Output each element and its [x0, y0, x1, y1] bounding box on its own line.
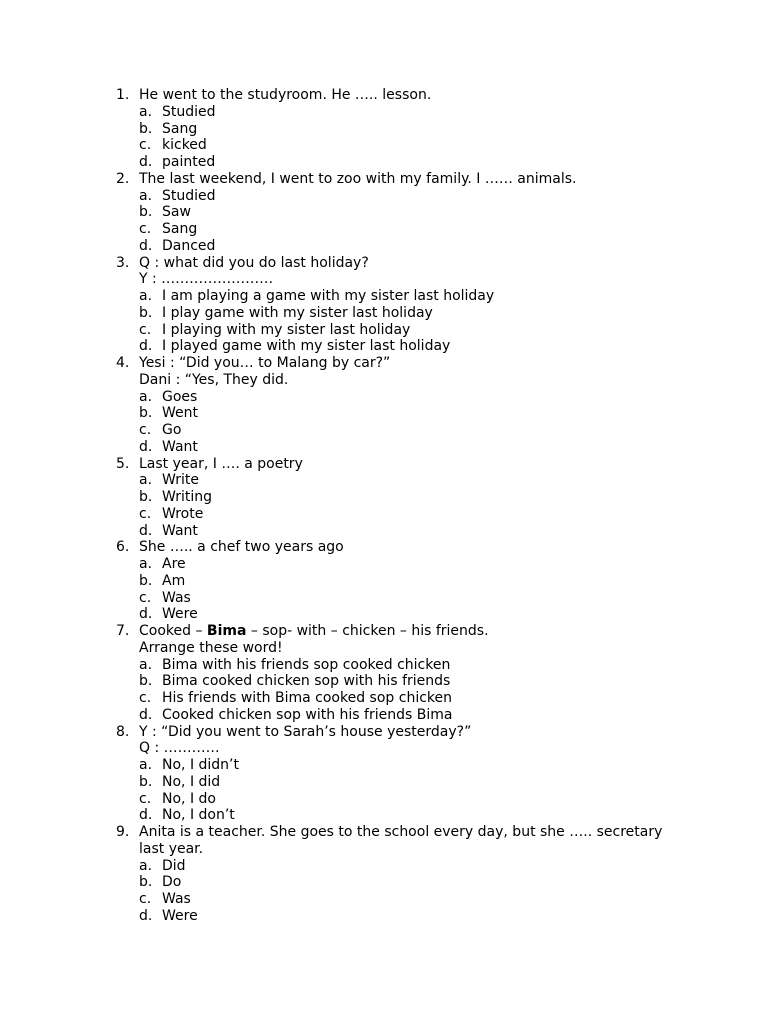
option-c	[0, 506, 768, 523]
option-d	[0, 606, 768, 623]
option-label: b.	[139, 572, 153, 589]
question-text: Y : “Did you went to Sarah’s house yesterday?”	[139, 723, 472, 740]
option-text: Wrote	[162, 505, 204, 522]
option-label: a.	[139, 857, 153, 874]
option-d	[0, 523, 768, 540]
option-d	[0, 807, 768, 824]
option-text: Am	[162, 572, 186, 589]
question-line	[0, 841, 768, 858]
option-text: Were	[162, 907, 198, 924]
option-text: Was	[162, 589, 191, 606]
option-a	[0, 104, 768, 121]
option-label: c.	[139, 137, 152, 154]
option-b	[0, 673, 768, 690]
question-number: 8.	[116, 723, 130, 740]
option-label: a.	[139, 103, 153, 120]
option-label: d.	[139, 907, 153, 924]
question-text	[139, 623, 489, 640]
option-text: Go	[162, 422, 182, 438]
option-a	[0, 556, 768, 573]
question-text: Dani : “Yes, They did.	[139, 371, 289, 388]
option-d	[0, 238, 768, 255]
option-text: kicked	[162, 137, 207, 154]
option-b	[0, 573, 768, 590]
question-text: Q : …………	[139, 740, 220, 757]
question-2	[0, 171, 768, 255]
option-label: d.	[139, 237, 153, 254]
question-line	[0, 724, 768, 741]
option-label: d.	[139, 706, 153, 723]
question-number: 7.	[116, 623, 130, 639]
question-5	[0, 456, 768, 540]
option-text: I play game with my sister last holiday	[162, 304, 433, 321]
question-text: Arrange these word!	[139, 639, 283, 656]
option-label: a.	[139, 472, 153, 489]
question-7	[0, 623, 768, 724]
option-text: Did	[162, 857, 186, 874]
option-text: I playing with my sister last holiday	[162, 321, 411, 338]
question-line	[0, 171, 768, 188]
option-label: b.	[139, 673, 153, 690]
question-8	[0, 724, 768, 825]
question-line	[0, 372, 768, 389]
option-label: a.	[139, 656, 153, 673]
option-label: d.	[139, 338, 153, 355]
question-number: 5.	[116, 455, 130, 472]
option-a	[0, 188, 768, 205]
option-text: Goes	[162, 388, 198, 405]
option-c	[0, 690, 768, 707]
option-a	[0, 472, 768, 489]
question-3	[0, 255, 768, 356]
option-c	[0, 590, 768, 607]
option-text: Were	[162, 606, 198, 623]
option-text: Sang	[162, 120, 198, 137]
bold-word: Bima	[206, 623, 247, 639]
question-line	[0, 640, 768, 657]
option-label: d.	[139, 807, 153, 824]
option-d	[0, 908, 768, 925]
option-text: Want	[162, 438, 198, 455]
option-label: d.	[139, 154, 153, 170]
option-d	[0, 439, 768, 456]
question-9	[0, 824, 768, 925]
option-c	[0, 221, 768, 238]
option-text: Was	[162, 891, 191, 907]
option-text: I played game with my sister last holiday	[162, 338, 451, 355]
question-text: last year.	[139, 840, 204, 857]
option-b	[0, 305, 768, 322]
option-text: Are	[162, 556, 186, 572]
option-label: a.	[139, 288, 153, 304]
option-label: c.	[139, 589, 152, 606]
option-c	[0, 137, 768, 154]
question-number: 1.	[116, 87, 130, 103]
question-text: Yesi : “Did you… to Malang by car?”	[139, 355, 391, 371]
question-text: Q : what did you do last holiday?	[139, 254, 369, 271]
question-text: She ….. a chef two years ago	[139, 539, 344, 556]
option-label: c.	[139, 690, 152, 706]
question-number: 4.	[116, 355, 130, 371]
option-d	[0, 338, 768, 355]
question-text-part: Cooked –	[139, 623, 207, 639]
question-text: Last year, I …. a poetry	[139, 455, 303, 472]
option-text: I am playing a game with my sister last holiday	[162, 288, 495, 304]
option-text: Bima with his friends sop cooked chicken	[162, 656, 451, 673]
option-text: Want	[162, 522, 198, 539]
option-label: a.	[139, 757, 153, 773]
option-label: a.	[139, 388, 153, 405]
option-c	[0, 791, 768, 808]
question-text-part: – sop- with – chicken – his friends.	[246, 623, 489, 639]
question-line	[0, 740, 768, 757]
option-c	[0, 322, 768, 339]
option-b	[0, 204, 768, 221]
option-label: c.	[139, 790, 152, 807]
question-line	[0, 87, 768, 104]
option-text: Studied	[162, 187, 216, 204]
question-6	[0, 539, 768, 623]
option-text: Cooked chicken sop with his friends Bima	[162, 706, 453, 723]
option-text: His friends with Bima cooked sop chicken	[162, 690, 453, 706]
option-text: Sang	[162, 221, 198, 237]
option-text: Writing	[162, 489, 212, 505]
question-line	[0, 355, 768, 372]
option-label: b.	[139, 204, 153, 221]
question-line	[0, 539, 768, 556]
option-b	[0, 489, 768, 506]
question-number: 3.	[116, 254, 130, 271]
question-number: 9.	[116, 824, 130, 840]
option-b	[0, 405, 768, 422]
option-text: painted	[162, 154, 216, 170]
question-text: Anita is a teacher. She goes to the school every day, but she ….. secretary	[139, 824, 663, 840]
option-a	[0, 858, 768, 875]
option-d	[0, 154, 768, 171]
option-b	[0, 874, 768, 891]
option-label: d.	[139, 522, 153, 539]
question-line	[0, 456, 768, 473]
option-text: Bima cooked chicken sop with his friends	[162, 673, 451, 690]
question-list	[0, 87, 768, 925]
option-label: b.	[139, 874, 153, 891]
option-label: d.	[139, 606, 153, 623]
option-label: b.	[139, 489, 153, 505]
option-text: No, I do	[162, 790, 216, 807]
option-b	[0, 121, 768, 138]
option-text: Went	[162, 405, 198, 422]
option-text: Do	[162, 874, 182, 891]
question-4	[0, 355, 768, 456]
question-text: The last weekend, I went to zoo with my family. I …… animals.	[139, 170, 577, 187]
option-text: Saw	[162, 204, 191, 221]
option-a	[0, 757, 768, 774]
question-line	[0, 255, 768, 272]
option-label: c.	[139, 505, 152, 522]
option-text: Danced	[162, 237, 216, 254]
option-label: b.	[139, 773, 153, 790]
option-label: d.	[139, 438, 153, 455]
option-label: c.	[139, 221, 152, 237]
option-text: Studied	[162, 103, 216, 120]
option-label: c.	[139, 321, 152, 338]
option-a	[0, 657, 768, 674]
question-number: 2.	[116, 170, 130, 187]
question-line	[0, 271, 768, 288]
option-label: a.	[139, 556, 153, 572]
question-number: 6.	[116, 539, 130, 556]
option-label: b.	[139, 120, 153, 137]
option-b	[0, 774, 768, 791]
question-line	[0, 824, 768, 841]
option-text: No, I didn’t	[162, 757, 239, 773]
option-label: b.	[139, 304, 153, 321]
option-c	[0, 891, 768, 908]
question-1	[0, 87, 768, 171]
option-label: c.	[139, 891, 152, 907]
option-c	[0, 422, 768, 439]
option-a	[0, 389, 768, 406]
option-d	[0, 707, 768, 724]
option-label: a.	[139, 187, 153, 204]
option-label: b.	[139, 405, 153, 422]
option-text: No, I did	[162, 773, 221, 790]
question-line	[0, 623, 768, 640]
question-text: He went to the studyroom. He ….. lesson.	[139, 87, 432, 103]
option-text: Write	[162, 472, 199, 489]
question-text: Y : ……………………	[139, 271, 274, 288]
option-text: No, I don’t	[162, 807, 235, 824]
option-label: c.	[139, 422, 152, 438]
option-a	[0, 288, 768, 305]
